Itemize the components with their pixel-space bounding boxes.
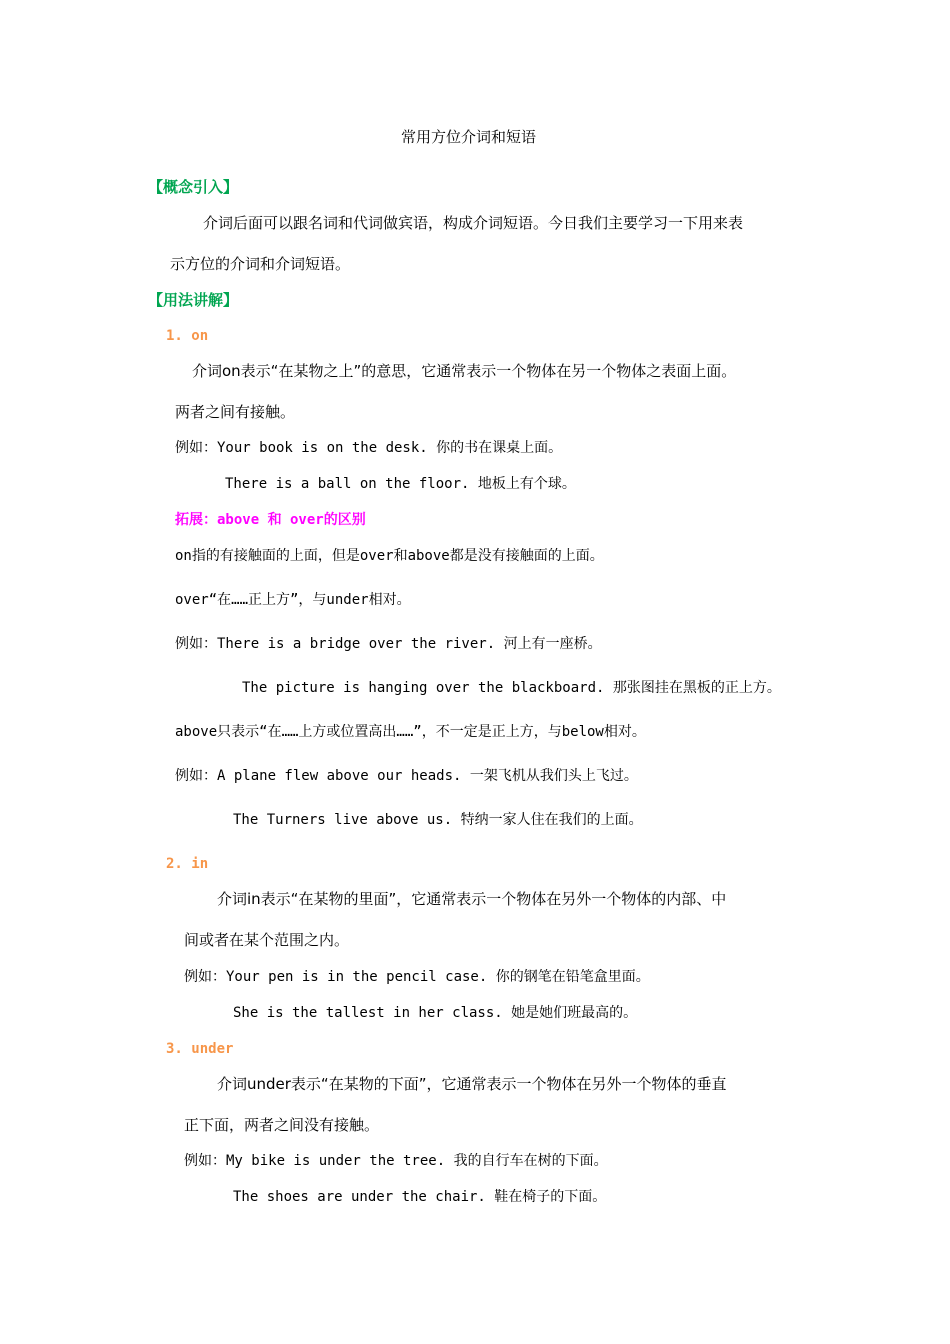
under-heading: 3. under xyxy=(166,1041,234,1057)
extension-line-7: The Turners live above us. 特纳一家人住在我们的上面。 xyxy=(233,812,643,828)
extension-line-5: above只表示“在……上方或位置高出……”，不一定是正上方，与below相对。 xyxy=(175,724,646,740)
extension-line-6: 例如：A plane flew above our heads. 一架飞机从我们头上飞过。 xyxy=(175,768,638,784)
page-title: 常用方位介词和短语 xyxy=(401,128,537,146)
on-example-1: 例如：Your book is on the desk. 你的书在课桌上面。 xyxy=(175,440,563,456)
concept-heading: 【概念引入】 xyxy=(148,178,239,196)
extension-line-2: over“在……正上方”，与under相对。 xyxy=(175,592,411,608)
in-example-2: She is the tallest in her class. 她是她们班最高的。 xyxy=(233,1005,638,1021)
extension-heading: 拓展：above 和 over的区别 xyxy=(175,512,366,528)
concept-text-line-2: 示方位的介词和介词短语。 xyxy=(170,255,351,273)
extension-line-4: The picture is hanging over the blackboard. 那张图挂在黑板的正上方。 xyxy=(242,680,781,696)
on-desc-line-1: 介词on表示“在某物之上”的意思，它通常表示一个物体在另一个物体之表面上面。 xyxy=(192,362,737,380)
on-heading: 1. on xyxy=(166,328,209,344)
in-heading: 2. in xyxy=(166,856,209,872)
on-example-2: There is a ball on the floor. 地板上有个球。 xyxy=(225,476,576,492)
in-desc-line-1: 介词in表示“在某物的里面”，它通常表示一个物体在另外一个物体的内部、中 xyxy=(217,890,727,908)
in-example-1: 例如：Your pen is in the pencil case. 你的钢笔在铅笔盒里面。 xyxy=(184,969,650,985)
under-example-2: The shoes are under the chair. 鞋在椅子的下面。 xyxy=(233,1189,607,1205)
usage-heading: 【用法讲解】 xyxy=(148,291,239,309)
extension-line-1: on指的有接触面的上面，但是over和above都是没有接触面的上面。 xyxy=(175,548,604,564)
under-desc-line-1: 介词under表示“在某物的下面”，它通常表示一个物体在另外一个物体的垂直 xyxy=(217,1075,727,1093)
concept-text-line-1: 介词后面可以跟名词和代词做宾语，构成介词短语。今日我们主要学习一下用来表 xyxy=(203,214,744,232)
on-desc-line-2: 两者之间有接触。 xyxy=(175,403,296,421)
extension-line-3: 例如：There is a bridge over the river. 河上有一座桥。 xyxy=(175,636,602,652)
under-example-1: 例如：My bike is under the tree. 我的自行车在树的下面。 xyxy=(184,1153,608,1169)
under-desc-line-2: 正下面，两者之间没有接触。 xyxy=(184,1116,380,1134)
in-desc-line-2: 间或者在某个范围之内。 xyxy=(184,931,350,949)
